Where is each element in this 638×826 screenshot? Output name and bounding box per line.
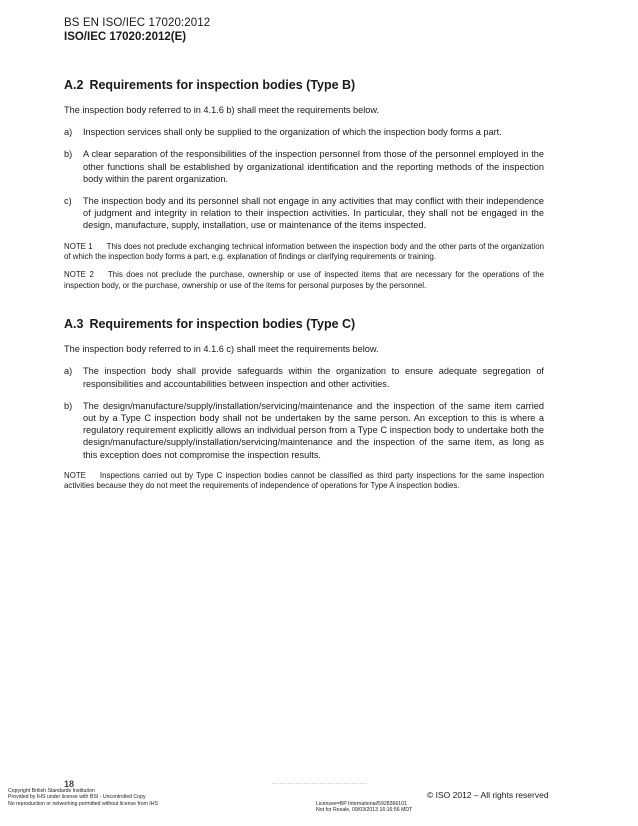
note <box>64 471 544 492</box>
faint-watermark-line <box>272 783 367 787</box>
standard-designation: BS EN ISO/IEC 17020:2012 <box>64 17 211 29</box>
note-text: This does not preclude the purchase, ownership or use of inspected items that are necessary for the operations of the inspection body, or the purchase, ownership or use of the items for personal purposes by the personnel. <box>64 270 544 290</box>
list-item-label: b) <box>64 400 73 411</box>
note <box>64 270 544 291</box>
document-reference: ISO/IEC 17020:2012(E) <box>64 31 187 43</box>
section-intro: The inspection body referred to in 4.1.6 c) shall meet the requirements below. <box>64 344 379 355</box>
section-number: A.2 <box>64 78 84 92</box>
note-label: NOTE <box>64 470 86 480</box>
list-item-text: The design/manufacture/supply/installation/servicing/maintenance and the inspection of the same item carried out by a Type C inspection body shall not be undertaken by the same person. An exception to this is where a regulatory requirement explicitly allows an individual person from a Type C inspection body to undertake both the design/manufacture/supply/installation/servicing/maintenance and the inspection of the same item, as long as this exception does not compromise the inspection results. <box>83 400 544 460</box>
document-body <box>64 78 544 500</box>
list-item-label: a) <box>64 366 73 377</box>
iso-rights-notice: © ISO 2012 – All rights reserved <box>427 790 549 800</box>
copyright-notice <box>8 788 158 807</box>
section-heading-a2 <box>64 78 544 92</box>
note-text: This does not preclude exchanging technical information between the inspection body and the other parts of the organization of which the inspection body forms a part, e.g. explanation of findings or clarifying requirements or training. <box>64 241 544 262</box>
section-number: A.3 <box>64 317 84 332</box>
license-line: Licensee=BP International/5928366101 <box>316 801 407 807</box>
list-item-text: The inspection body and its personnel shall not engage in any activities that may conflict with their independence of judgment and integrity in relation to their inspection activities. In particular, they shall not be engaged in the design, manufacture, supply, installation, use or maintenance of the items inspected. <box>83 196 544 231</box>
note <box>64 242 544 263</box>
page-number: 18 <box>64 779 75 789</box>
list-item <box>64 400 544 461</box>
list-item <box>64 365 544 389</box>
note-label: NOTE 2 <box>64 270 94 280</box>
copyright-line: No reproduction or networking permitted without license from IHS <box>8 800 158 807</box>
section-heading-a3 <box>64 317 544 331</box>
section-title: Requirements for inspection bodies (Type B) <box>89 78 356 92</box>
list-item <box>64 126 544 138</box>
list-item-text: Inspection services shall only be supplied to the organization of which the inspection body forms a part. <box>83 127 502 138</box>
note-text: Inspections carried out by Type C inspection bodies cannot be classified as third party inspections for the same inspection activities because they do not meet the requirements of independence of operations for Type A inspection bodies. <box>64 470 544 491</box>
license-notice <box>316 801 412 814</box>
list-item-label: a) <box>64 127 73 138</box>
list-item-label: b) <box>64 149 73 160</box>
list-item-label: c) <box>64 196 72 207</box>
list-item <box>64 148 544 185</box>
copyright-line: Copyright British Standards Institution <box>8 788 95 794</box>
license-line: Not for Resale, 09/03/2013 16:16:56 MDT <box>316 807 413 814</box>
note-label: NOTE 1 <box>64 241 93 251</box>
list-item-text: A clear separation of the responsibilities of the inspection personnel from those of the personnel employed in the other functions shall be established by organizational identification and the reporting methods of the inspection body within the parent organization. <box>83 149 544 184</box>
copyright-line: Provided by IHS under license with BSI - Uncontrolled Copy <box>8 794 146 801</box>
section-title: Requirements for inspection bodies (Type C) <box>89 317 356 332</box>
section-intro: The inspection body referred to in 4.1.6 b) shall meet the requirements below. <box>64 105 380 115</box>
list-item-text: The inspection body shall provide safeguards within the organization to ensure adequate segregation of responsibilities and accountabilities between inspection and other activities. <box>83 366 544 389</box>
list-item <box>64 195 544 232</box>
